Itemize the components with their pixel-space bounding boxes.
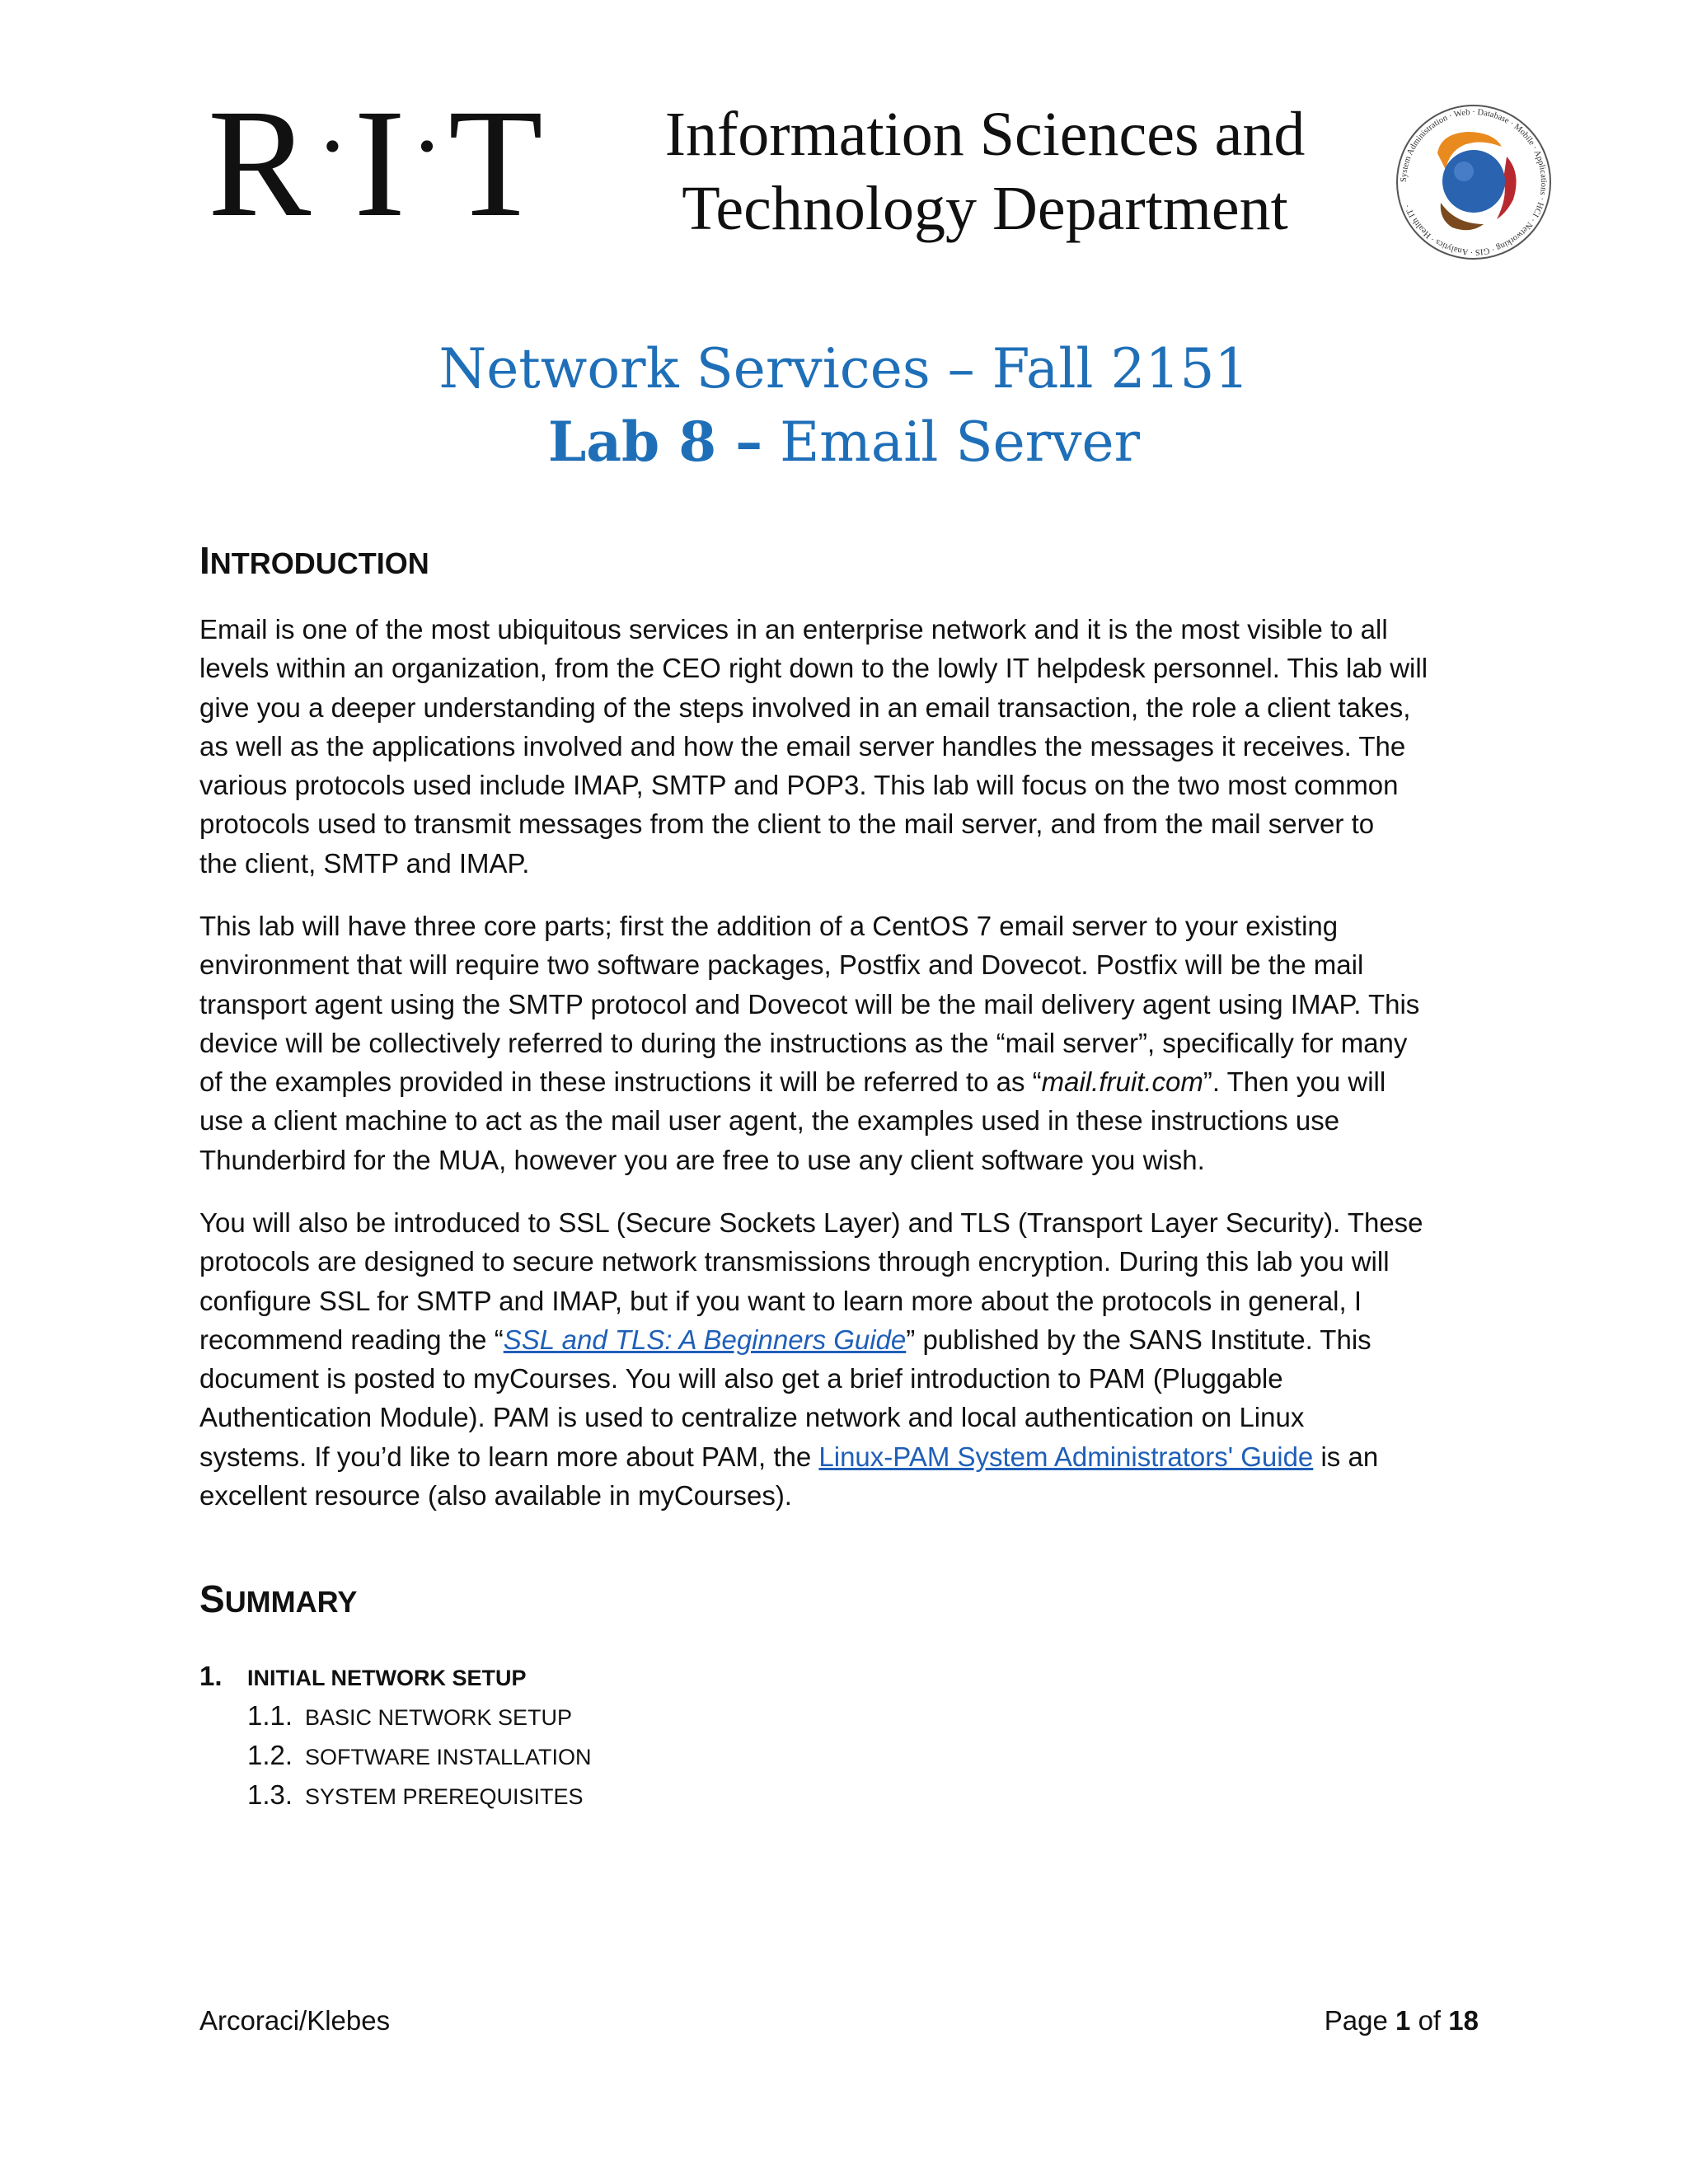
heading-initial: I (199, 539, 210, 582)
footer-authors: Arcoraci/Klebes (199, 2005, 391, 2036)
department-title (626, 97, 1343, 246)
summary-item-label: BASIC NETWORK SETUP (305, 1705, 573, 1730)
heading-rest: UMMARY (224, 1585, 358, 1619)
course-name: Network Services – Fall 2151 (438, 337, 1250, 401)
logo-dot: · (410, 91, 443, 200)
page-total: 18 (1448, 2005, 1479, 2036)
lab-name: Email Server (780, 410, 1141, 474)
summary-item-number: 1.1. (247, 1700, 293, 1731)
department-line-2: Technology Department (682, 174, 1288, 243)
paragraph-line: Thunderbird for the MUA, however you are free to use any client software you wish. (199, 1144, 1205, 1175)
paragraph-line: the client, SMTP and IMAP. (199, 847, 530, 879)
rit-logo (208, 77, 543, 249)
paragraph-line (199, 1320, 1502, 1359)
paragraph-line: protocols used to transmit messages from the client to the mail server, and from the mail server to (199, 808, 1375, 840)
paragraph-line: transport agent using the SMTP protocol and Dovecot will be the mail delivery agent using IMAP. This (199, 988, 1420, 1019)
mail-hostname: mail.fruit.com (1041, 1066, 1203, 1098)
paragraph-line (199, 1437, 1502, 1476)
text-run: systems. If you’d like to learn more about PAM, the (199, 1441, 819, 1472)
summary-item (199, 1736, 1189, 1775)
intro-paragraph-1 (199, 610, 1502, 883)
department-seal-icon (1391, 104, 1556, 260)
summary-item-number: 1. (199, 1661, 223, 1691)
summary-item-label: INITIAL NETWORK SETUP (247, 1666, 527, 1690)
paragraph-line: document is posted to myCourses. You will also get a brief introduction to PAM (Pluggable (199, 1363, 1283, 1394)
paragraph-line: excellent resource (also available in myCourses). (199, 1480, 792, 1511)
summary-item-label: SYSTEM PREREQUISITES (305, 1784, 584, 1809)
paragraph-line: You will also be introduced to SSL (Secure Sockets Layer) and TLS (Transport Layer Security). These (199, 1207, 1423, 1238)
page-word: Page (1324, 2005, 1388, 2036)
intro-paragraph-3 (199, 1203, 1502, 1515)
summary-item-number: 1.3. (247, 1779, 293, 1810)
summary-item (199, 1696, 1189, 1736)
intro-paragraph-2 (199, 907, 1502, 1179)
paragraph-line: levels within an organization, from the CEO right down to the lowly IT helpdesk personnel. This lab will (199, 653, 1428, 684)
paragraph-line: configure SSL for SMTP and IMAP, but if you want to learn more about the protocols in general, I (199, 1285, 1362, 1316)
logo-letter-r: R (208, 77, 312, 249)
paragraph-line: various protocols used include IMAP, SMTP and POP3. This lab will focus on the two most common (199, 770, 1399, 801)
paragraph-line: give you a deeper understanding of the steps involved in an email transaction, the role a client takes, (199, 691, 1411, 723)
lab-title (0, 405, 1688, 479)
paragraph-line: environment that will require two software packages, Postfix and Dovecot. Postfix will be the mail (199, 949, 1364, 981)
paragraph-line: Email is one of the most ubiquitous services in an enterprise network and it is the most visible to all (199, 614, 1388, 644)
paragraph-line: This lab will have three core parts; first the addition of a CentOS 7 email server to your existing (199, 911, 1339, 941)
paragraph-line: as well as the applications involved and how the email server handles the messages it receives. The (199, 730, 1406, 762)
heading-initial: S (199, 1577, 225, 1620)
course-title (0, 333, 1688, 479)
footer-page-number (1325, 2003, 1479, 2039)
summary-item-label: SOFTWARE INSTALLATION (305, 1745, 592, 1769)
linux-pam-guide-link[interactable]: Linux-PAM System Administrators' Guide (818, 1441, 1314, 1472)
logo-dot: · (316, 91, 349, 200)
logo-letter-t: T (448, 77, 543, 249)
seal-ring-text: System Administration · Web · Database · Mobile · Applications · HCI · Networking · GIS · Analytics · Health IT · (1399, 107, 1549, 257)
page-current: 1 (1395, 2005, 1411, 2036)
summary-item-number: 1.2. (247, 1740, 293, 1770)
summary-item (199, 1775, 1189, 1815)
text-run: ”. Then you will (1203, 1066, 1386, 1098)
paragraph-line: protocols are designed to secure network transmissions through encryption. During this lab you will (199, 1246, 1390, 1277)
page-of: of (1418, 2005, 1442, 2036)
heading-rest: NTRODUCTION (209, 546, 429, 580)
paragraph-line (199, 1062, 1502, 1101)
introduction-heading (199, 537, 429, 587)
summary-item (199, 1657, 1189, 1696)
text-run: is an (1313, 1441, 1379, 1472)
text-run: recommend reading the “ (199, 1324, 504, 1355)
department-line-1: Information Sciences and (664, 100, 1306, 169)
summary-heading (199, 1576, 357, 1625)
lab-label: Lab 8 – (547, 410, 763, 474)
summary-list (199, 1657, 1189, 1815)
paragraph-line: device will be collectively referred to during the instructions as the “mail server”, specifically for many (199, 1027, 1408, 1058)
ssl-tls-guide-link[interactable]: SSL and TLS: A Beginners Guide (503, 1324, 907, 1355)
text-run: of the examples provided in these instructions it will be referred to as “ (199, 1066, 1042, 1098)
paragraph-line: use a client machine to act as the mail user agent, the examples used in these instructions use (199, 1105, 1340, 1137)
logo-letter-i: I (354, 77, 406, 249)
text-run: ” published by the SANS Institute. This (906, 1324, 1372, 1355)
paragraph-line: Authentication Module). PAM is used to centralize network and local authentication on Linux (199, 1402, 1305, 1433)
